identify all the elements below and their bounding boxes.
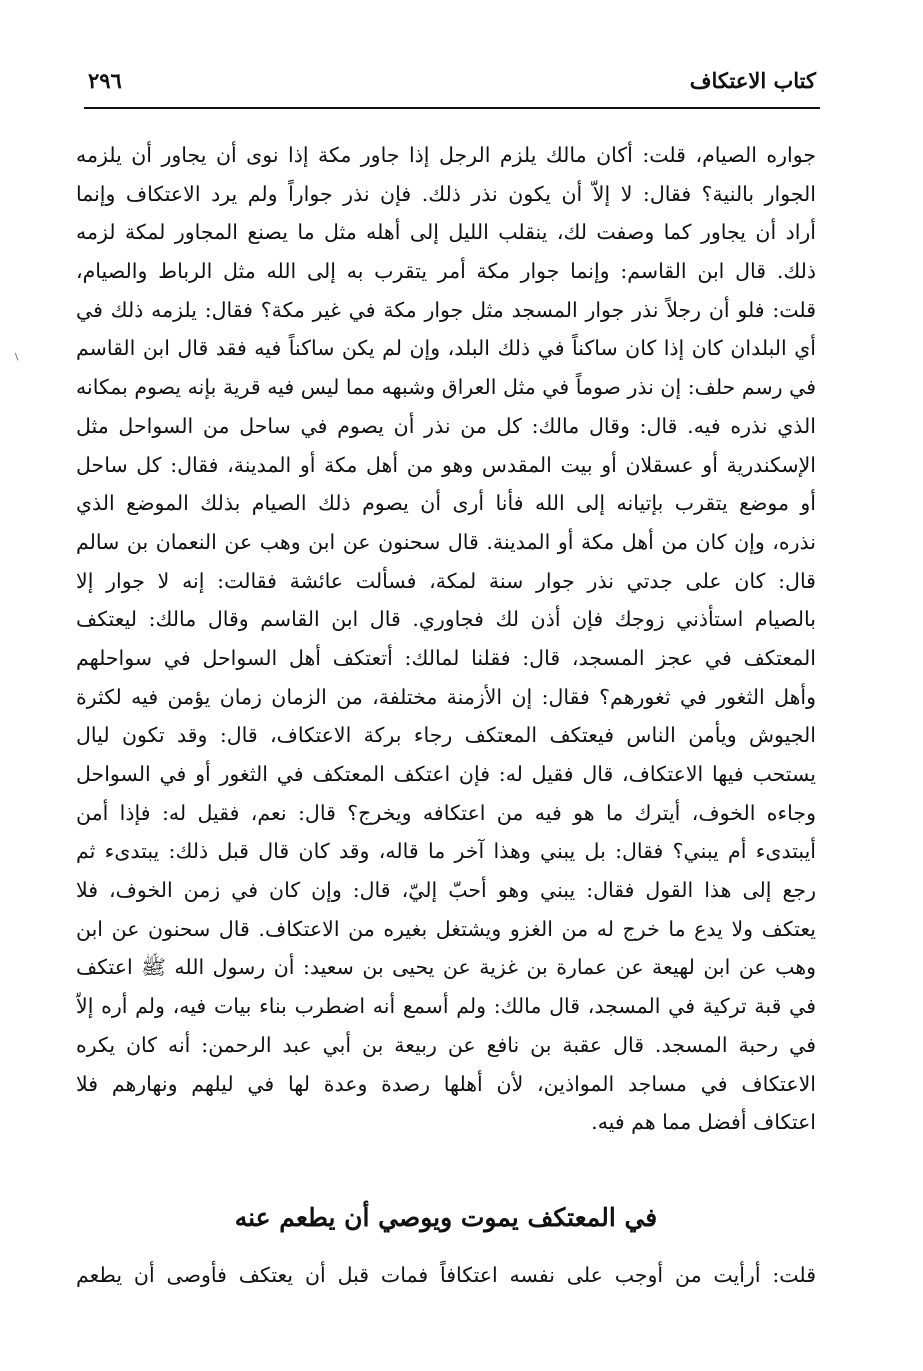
header-divider	[84, 107, 820, 109]
text-line: جواره الصيام، قلت: أكان مالك يلزم الرجل إذا جاور مكة إذا نوى أن يجاور أن يلزمه	[76, 143, 816, 167]
text-line: وهب عن ابن لهيعة عن عمارة بن غزية عن يحيى بن سعيد: أن رسول الله ﷺ اعتكف	[76, 955, 816, 980]
section-heading: في المعتكف يموت ويوصي أن يطعم عنه	[234, 1203, 658, 1232]
text-line: وجاءه الخوف، أيترك ما هو فيه من اعتكافه ويخرج؟ قال: نعم، فقيل له: فإذا أمن	[76, 800, 816, 825]
text-line: أي البلدان كان إذا كان ساكناً في ذلك البلد، وإن لم يكن ساكناً فيه فقد قال ابن القاسم	[76, 336, 816, 361]
text-line: قلت: أرأيت من أوجب على نفسه اعتكافاً فمات قبل أن يعتكف فأوصى أن يطعم	[76, 1263, 816, 1287]
section-text	[76, 1256, 816, 1295]
text-line: وأهل الثغور في ثغورهم؟ فقال: إن الأزمنة مختلفة، من الزمان زمان يؤمن فيه لكثرة	[76, 684, 816, 709]
text-line: بالصيام استأذني زوجك فإن أذن لك فجاوري. قال ابن القاسم وقال مالك: ليعتكف	[76, 607, 816, 632]
text-line: قلت: فلو أن رجلاً نذر جوار المسجد مثل جوار مكة في غير مكة؟ فقال: يلزمه ذلك في	[76, 297, 816, 322]
text-line: نذره، وإن كان من أهل مكة أو المدينة. قال سحنون عن ابن وهب عن النعمان بن سالم	[76, 529, 816, 554]
text-line: أراد أن يجاور كما وصفت لك، ينقلب الليل إلى أهله مثل ما يصنع المجاور لمكة لزمه	[76, 220, 816, 245]
text-line: في رسم حلف: إن نذر صوماً في مثل العراق وشبهه مما ليس فيه قرية بإنه يصوم بمكانه	[76, 375, 816, 400]
page-header	[88, 62, 816, 106]
text-line: أيبتدىء أم يبني؟ فقال: بل يبني وهذا آخر ما قاله، وقد كان قال قبل ذلك: يبتدىء ثم	[76, 839, 816, 864]
text-line: الاعتكاف في مساجد المواذين، لأن أهلها رصدة وعدة لها في ليلهم ونهارهم فلا	[76, 1071, 816, 1096]
text-line: قال: كان على جدتي نذر جوار سنة لمكة، فسألت عائشة فقالت: إنه لا جوار إلا	[76, 568, 816, 593]
text-line: أو موضع يتقرب بإتيانه إلى الله فأنا أرى أن يصوم ذلك الصيام بذلك الموضع الذي	[76, 491, 816, 516]
text-line: رجع إلى هذا القول فقال: يبني وهو أحبّ إليّ، قال: وإن كان في زمن الخوف، فلا	[76, 878, 816, 903]
text-line: يعتكف ولا يدع ما خرج له من الغزو ويشتغل بغيره من الاعتكاف. قال سحنون عن ابن	[76, 916, 816, 941]
text-line: الجيوش ويأمن الناس فيعتكف المعتكف رجاء بركة الاعتكاف، قال: وقد تكون ليال	[76, 723, 816, 748]
text-line: الجوار بالنية؟ فقال: لا إلاّ أن يكون نذر ذلك. فإن نذر جواراً ولم يرد الاعتكاف وإنما	[76, 181, 816, 206]
text-line: الإسكندرية أو عسقلان أو بيت المقدس وهو من أهل مكة أو المدينة، فقال: كل ساحل	[76, 452, 816, 477]
text-line: اعتكاف أفضل مما هم فيه.	[591, 1110, 816, 1135]
text-line: في قبة تركية في المسجد، قال مالك: ولم أسمع أنه اضطرب بناء بيات فيه، ولم أره إلاّ	[76, 994, 816, 1019]
text-line: المعتكف في عجز المسجد، قال: فقلنا لمالك: أتعتكف أهل السواحل في سواحلهم	[76, 645, 816, 670]
text-line: في رحبة المسجد. قال عقبة بن نافع عن ربيعة بن أبي عبد الرحمن: أنه كان يكره	[76, 1032, 816, 1057]
text-line: الذي نذره فيه. قال: وقال مالك: كل من نذر أن يصوم في ساحل من السواحل مثل	[76, 413, 816, 438]
body-text	[76, 136, 816, 1142]
page-number: ٢٩٦	[88, 68, 122, 93]
running-title: كتاب الاعتكاف	[689, 68, 816, 93]
margin-mark	[15, 352, 21, 361]
text-line: ذلك. قال ابن القاسم: وإنما جوار مكة أمر يتقرب به إلى الله مثل الرباط والصيام،	[76, 259, 816, 284]
text-line: يستحب فيها الاعتكاف، قال فقيل له: فإن اعتكف المعتكف في الثغور أو في السواحل	[76, 762, 816, 786]
